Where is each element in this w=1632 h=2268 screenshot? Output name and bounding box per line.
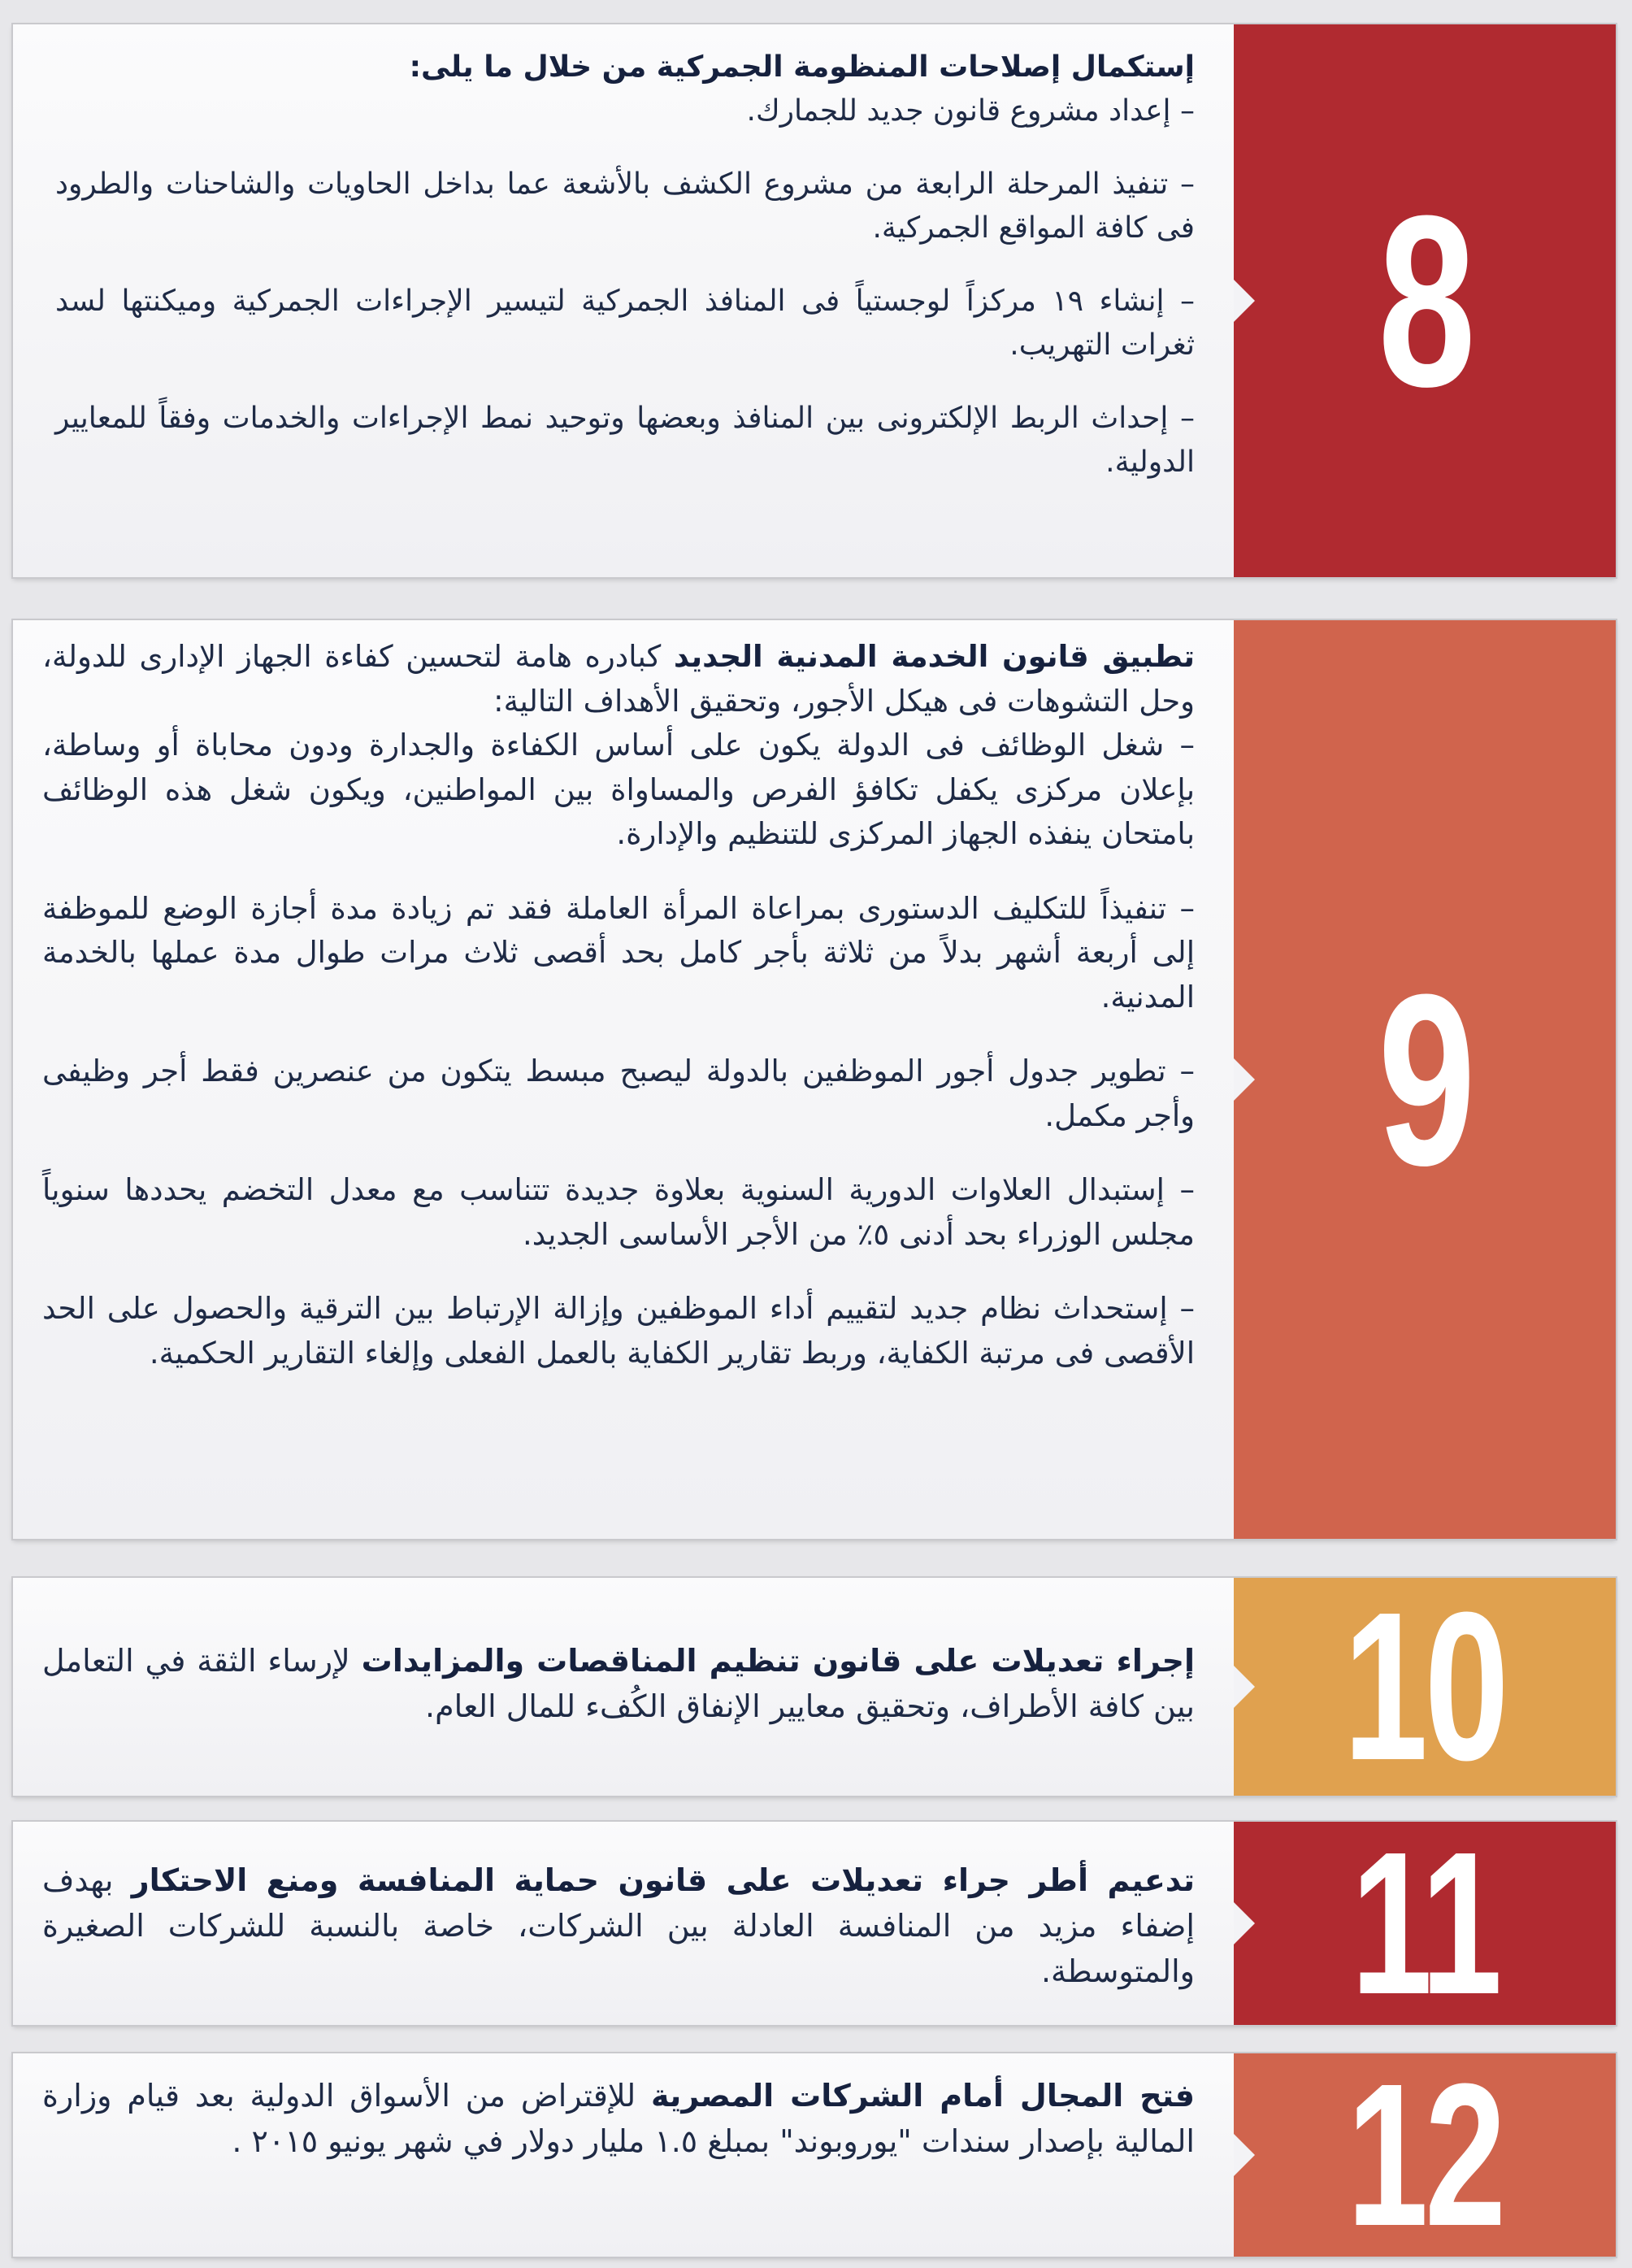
reform-card-10 <box>13 1569 1616 1805</box>
item-heading: تدعيم أطر جراء تعديلات على قانون حماية المنافسة ومنع الاحتكار بهدف إضفاء مزيد من المنافسة العادلة بين الشركات، خاصة بالنسبة للشركات الصغيرة والمتوسطة. <box>42 1862 1195 1989</box>
bullet-item: – تنفيذاً للتكليف الدستورى بمراعاة المرأة العاملة فقد تم زيادة مدة أجازة الوضع للموظفة إلى أربعة أشهر بدلاً من ثلاثة بأجر كامل بحد أقصى ثلاث مرات طوال مدة عملها بالخدمة المدنية. <box>42 890 1195 1015</box>
pointer-notch <box>1234 1058 1255 1101</box>
pointer-notch <box>1234 1902 1255 1944</box>
pointer-notch <box>1234 2134 1255 2176</box>
bullet-item: – إحداث الربط الإلكترونى بين المنافذ وبعضها وتوحيد نمط الإجراءات والخدمات وفقاً للمعايير الدولية. <box>55 402 1195 479</box>
bullet-item: – إنشاء ١٩ مركزاً لوجستياً فى المنافذ الجمركية لتيسير الإجراءات الجمركية وميكنتها لسد ثغرات التهريب. <box>55 285 1195 362</box>
reform-card-12 <box>13 2041 1616 2268</box>
reform-card-9 <box>13 620 1616 1539</box>
item-number-badge: 8 <box>1234 24 1616 577</box>
bullet-item: – تنفيذ المرحلة الرابعة من مشروع الكشف بالأشعة عما بداخل الحاويات والشاحنات والطرود فى كافة المواقع الجمركية. <box>55 167 1195 245</box>
item-text-panel <box>13 1822 1234 2025</box>
item-text-panel <box>13 2053 1234 2257</box>
item-text-panel <box>13 24 1234 577</box>
item-number-badge: 10 <box>1234 1578 1616 1796</box>
bullet-item: – تطوير جدول أجور الموظفين بالدولة ليصبح مبسط يتكون من عنصرين فقط أجر وظيفى وأجر مكمل. <box>42 1054 1195 1133</box>
item-heading: فتح المجال أمام الشركات المصرية للإقتراض من الأسواق الدولية بعد قيام وزارة المالية بإصدار سندات "يوروبوند" بمبلغ ١.٥ مليار دولار في شهر يونيو ٢٠١٥ . <box>42 2078 1195 2159</box>
item-text-panel <box>13 1578 1234 1796</box>
pointer-notch <box>1234 1666 1255 1708</box>
item-number-badge: 11 <box>1234 1822 1616 2025</box>
bullet-item: – شغل الوظائف فى الدولة يكون على أساس الكفاءة والجدارة ودون محاباة أو وساطة، بإعلان مركزى يكفل تكافؤ الفرص والمساواة بين المواطنين، ويكون شغل هذه الوظائف بامتحان ينفذه الجهاز المركزى للتنظيم والإدارة. <box>42 728 1195 851</box>
reform-card-11 <box>13 1810 1616 2036</box>
bullet-item: – إستحداث نظام جديد لتقييم أداء الموظفين وإزالة الإرتباط بين الترقية والحصول على الحد الأقصى فى مرتبة الكفاية، وربط تقارير الكفاية بالعمل الفعلى وإلغاء التقارير الحكمية. <box>42 1291 1195 1371</box>
item-heading: إستكمال إصلاحات المنظومة الجمركية من خلال ما يلى: <box>409 50 1195 84</box>
bullet-item: – إستبدال العلاوات الدورية السنوية بعلاوة جديدة تتناسب مع معدل التخضم يحددها سنوياً مجلس الوزراء بحد أدنى ٥٪ من الأجر الأساسى الجديد. <box>42 1172 1195 1252</box>
item-number-badge: 9 <box>1234 620 1616 1539</box>
item-number-badge: 12 <box>1234 2053 1616 2257</box>
item-heading: تطبيق قانون الخدمة المدنية الجديد كبادره هامة لتحسين كفاءة الجهاز الإدارى للدولة، وحل التشوهات فى هيكل الأجور، وتحقيق الأهداف التالية: <box>42 639 1195 719</box>
reform-card-8 <box>13 24 1616 577</box>
item-heading: إجراء تعديلات على قانون تنظيم المناقصات والمزايدات لإرساء الثقة في التعامل بين كافة الأطراف، وتحقيق معايير الإنفاق الكُفء للمال العام. <box>42 1643 1195 1724</box>
item-text-panel <box>13 620 1234 1539</box>
pointer-notch <box>1234 280 1255 322</box>
bullet-item: – إعداد مشروع قانون جديد للجمارك. <box>746 94 1195 128</box>
